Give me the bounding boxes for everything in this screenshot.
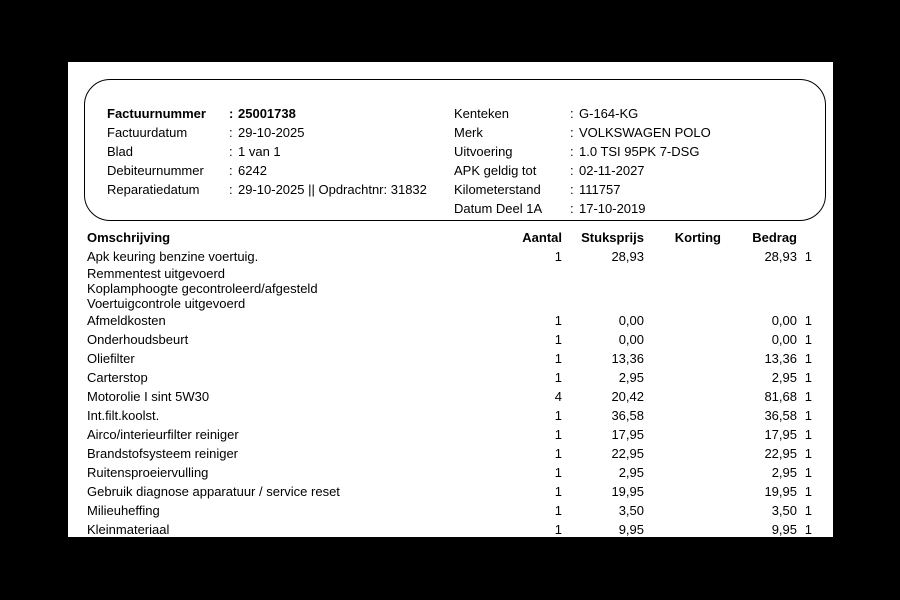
meta-colon: :	[570, 106, 574, 121]
table-row	[87, 501, 832, 520]
table-row	[87, 482, 832, 501]
cell-bedrag: 0,00	[771, 332, 797, 347]
cell-aantal: 1	[554, 408, 562, 423]
cell-korting	[644, 520, 721, 537]
cell-aantal: 1	[554, 446, 562, 461]
cell-korting	[644, 501, 721, 520]
cell-btw-code: 1	[804, 446, 812, 461]
invoice-meta-left	[107, 104, 427, 199]
table-header-row	[87, 228, 832, 247]
cell-aantal: 1	[554, 465, 562, 480]
meta-value: 1 van 1	[238, 144, 281, 159]
table-row	[87, 520, 832, 537]
cell-description: Milieuheffing	[87, 503, 160, 518]
cell-btw-code: 1	[804, 408, 812, 423]
cell-aantal: 1	[554, 503, 562, 518]
cell-korting	[644, 387, 721, 406]
cell-stuksprijs: 13,36	[611, 351, 644, 366]
table-row	[87, 368, 832, 387]
cell-korting	[644, 311, 721, 330]
cell-korting	[644, 368, 721, 387]
meta-value: 29-10-2025	[238, 125, 305, 140]
meta-colon: :	[229, 144, 233, 159]
cell-bedrag: 17,95	[764, 427, 797, 442]
meta-value: 17-10-2019	[579, 201, 646, 216]
cell-aantal: 1	[554, 370, 562, 385]
column-header-btw	[797, 228, 812, 247]
cell-bedrag: 2,95	[771, 370, 797, 385]
cell-bedrag: 36,58	[764, 408, 797, 423]
cell-korting	[644, 444, 721, 463]
meta-label: Merk	[454, 125, 483, 140]
cell-aantal: 1	[554, 427, 562, 442]
meta-value: VOLKSWAGEN POLO	[579, 125, 711, 140]
meta-colon: :	[229, 125, 233, 140]
meta-value: 02-11-2027	[579, 163, 645, 178]
meta-row-datum-deel-1a	[454, 199, 711, 218]
cell-korting	[644, 463, 721, 482]
meta-label: Kenteken	[454, 106, 509, 121]
cell-korting	[644, 247, 721, 266]
meta-row-merk	[454, 123, 711, 142]
meta-colon: :	[570, 201, 574, 216]
cell-stuksprijs: 2,95	[618, 465, 644, 480]
cell-bedrag: 13,36	[764, 351, 797, 366]
table-row	[87, 425, 832, 444]
meta-label: APK geldig tot	[454, 163, 537, 178]
cell-description: Brandstofsysteem reiniger	[87, 446, 239, 461]
cell-btw-code: 1	[804, 313, 812, 328]
cell-btw-code: 1	[804, 503, 812, 518]
meta-label: Datum Deel 1A	[454, 201, 543, 216]
cell-btw-code: 1	[804, 427, 812, 442]
meta-value: 6242	[238, 163, 267, 178]
invoice-line-items-table	[87, 228, 832, 537]
cell-btw-code: 1	[804, 249, 812, 264]
meta-colon: :	[229, 106, 234, 121]
table-row	[87, 387, 832, 406]
cell-aantal: 1	[554, 484, 562, 499]
cell-stuksprijs: 3,50	[618, 503, 644, 518]
table-row	[87, 444, 832, 463]
table-row	[87, 406, 832, 425]
meta-value: 111757	[579, 182, 621, 197]
description-extra-line: Voertuigcontrole uitgevoerd	[87, 296, 246, 311]
table-row	[87, 330, 832, 349]
cell-btw-code: 1	[804, 332, 812, 347]
cell-bedrag: 19,95	[764, 484, 797, 499]
column-header-korting: Korting	[674, 230, 721, 245]
meta-row-factuurnummer	[107, 104, 427, 123]
cell-description: Apk keuring benzine voertuig.	[87, 249, 259, 264]
meta-value: G-164-KG	[579, 106, 639, 121]
cell-bedrag: 28,93	[764, 249, 797, 264]
meta-row-factuurdatum	[107, 123, 427, 142]
cell-bedrag: 2,95	[771, 465, 797, 480]
invoice-document	[68, 62, 833, 537]
meta-colon: :	[570, 182, 574, 197]
cell-description: Oliefilter	[87, 351, 135, 366]
cell-korting	[644, 482, 721, 501]
cell-stuksprijs: 36,58	[611, 408, 644, 423]
column-header-aantal: Aantal	[522, 230, 562, 245]
meta-row-debiteurnummer	[107, 161, 427, 180]
meta-row-kilometerstand	[454, 180, 711, 199]
cell-btw-code: 1	[804, 465, 812, 480]
cell-aantal: 1	[554, 522, 562, 537]
cell-korting	[644, 349, 721, 368]
cell-btw-code: 1	[804, 522, 812, 537]
cell-description: Carterstop	[87, 370, 148, 385]
cell-btw-code: 1	[804, 484, 812, 499]
meta-label: Factuurdatum	[107, 125, 188, 140]
meta-label: Debiteurnummer	[107, 163, 204, 178]
cell-aantal: 1	[554, 351, 562, 366]
meta-label: Blad	[107, 144, 134, 159]
invoice-meta-box	[84, 79, 826, 221]
column-header-bedrag: Bedrag	[752, 230, 797, 245]
meta-label: Uitvoering	[454, 144, 513, 159]
table-row	[87, 463, 832, 482]
meta-row-apk-geldig-tot	[454, 161, 711, 180]
cell-bedrag: 3,50	[771, 503, 797, 518]
cell-description: Onderhoudsbeurt	[87, 332, 189, 347]
cell-stuksprijs: 19,95	[611, 484, 644, 499]
cell-description: Ruitensproeiervulling	[87, 465, 209, 480]
cell-stuksprijs: 9,95	[618, 522, 644, 537]
cell-stuksprijs: 0,00	[618, 313, 644, 328]
meta-value: 1.0 TSI 95PK 7-DSG	[579, 144, 700, 159]
meta-row-blad	[107, 142, 427, 161]
column-header-omschrijving: Omschrijving	[87, 230, 171, 245]
cell-bedrag: 81,68	[764, 389, 797, 404]
cell-korting	[644, 406, 721, 425]
cell-description: Gebruik diagnose apparatuur / service reset	[87, 484, 340, 499]
description-extra-line: Koplamphoogte gecontroleerd/afgesteld	[87, 281, 318, 296]
invoice-meta-right	[454, 104, 711, 218]
cell-korting	[644, 425, 721, 444]
cell-description: Airco/interieurfilter reiniger	[87, 427, 239, 442]
cell-korting	[644, 330, 721, 349]
cell-btw-code: 1	[804, 370, 812, 385]
meta-label: Reparatiedatum	[107, 182, 200, 197]
meta-colon: :	[570, 163, 574, 178]
meta-colon: :	[570, 144, 574, 159]
cell-description: Afmeldkosten	[87, 313, 166, 328]
meta-row-uitvoering	[454, 142, 711, 161]
meta-value: 29-10-2025 || Opdrachtnr: 31832	[238, 182, 427, 197]
meta-label: Kilometerstand	[454, 182, 541, 197]
cell-stuksprijs: 28,93	[611, 249, 644, 264]
cell-stuksprijs: 20,42	[611, 389, 644, 404]
column-header-stuksprijs: Stuksprijs	[581, 230, 644, 245]
cell-stuksprijs: 17,95	[611, 427, 644, 442]
cell-aantal: 1	[554, 313, 562, 328]
cell-stuksprijs: 22,95	[611, 446, 644, 461]
table-row	[87, 349, 832, 368]
cell-bedrag: 9,95	[771, 522, 797, 537]
meta-colon: :	[229, 182, 233, 197]
table-row	[87, 247, 832, 311]
table-row	[87, 311, 832, 330]
meta-colon: :	[229, 163, 233, 178]
meta-colon: :	[570, 125, 574, 140]
cell-stuksprijs: 0,00	[618, 332, 644, 347]
cell-stuksprijs: 2,95	[618, 370, 644, 385]
meta-label: Factuurnummer	[107, 106, 206, 121]
cell-aantal: 1	[554, 249, 562, 264]
meta-row-reparatiedatum	[107, 180, 427, 199]
meta-value: 25001738	[238, 106, 296, 121]
cell-aantal: 4	[554, 389, 562, 404]
cell-description: Motorolie I sint 5W30	[87, 389, 210, 404]
cell-btw-code: 1	[804, 351, 812, 366]
cell-bedrag: 22,95	[764, 446, 797, 461]
cell-description: Kleinmateriaal	[87, 522, 170, 537]
description-extra-line: Remmentest uitgevoerd	[87, 266, 226, 281]
cell-aantal: 1	[554, 332, 562, 347]
cell-bedrag: 0,00	[771, 313, 797, 328]
cell-description: Int.filt.koolst.	[87, 408, 160, 423]
cell-btw-code: 1	[804, 389, 812, 404]
meta-row-kenteken	[454, 104, 711, 123]
